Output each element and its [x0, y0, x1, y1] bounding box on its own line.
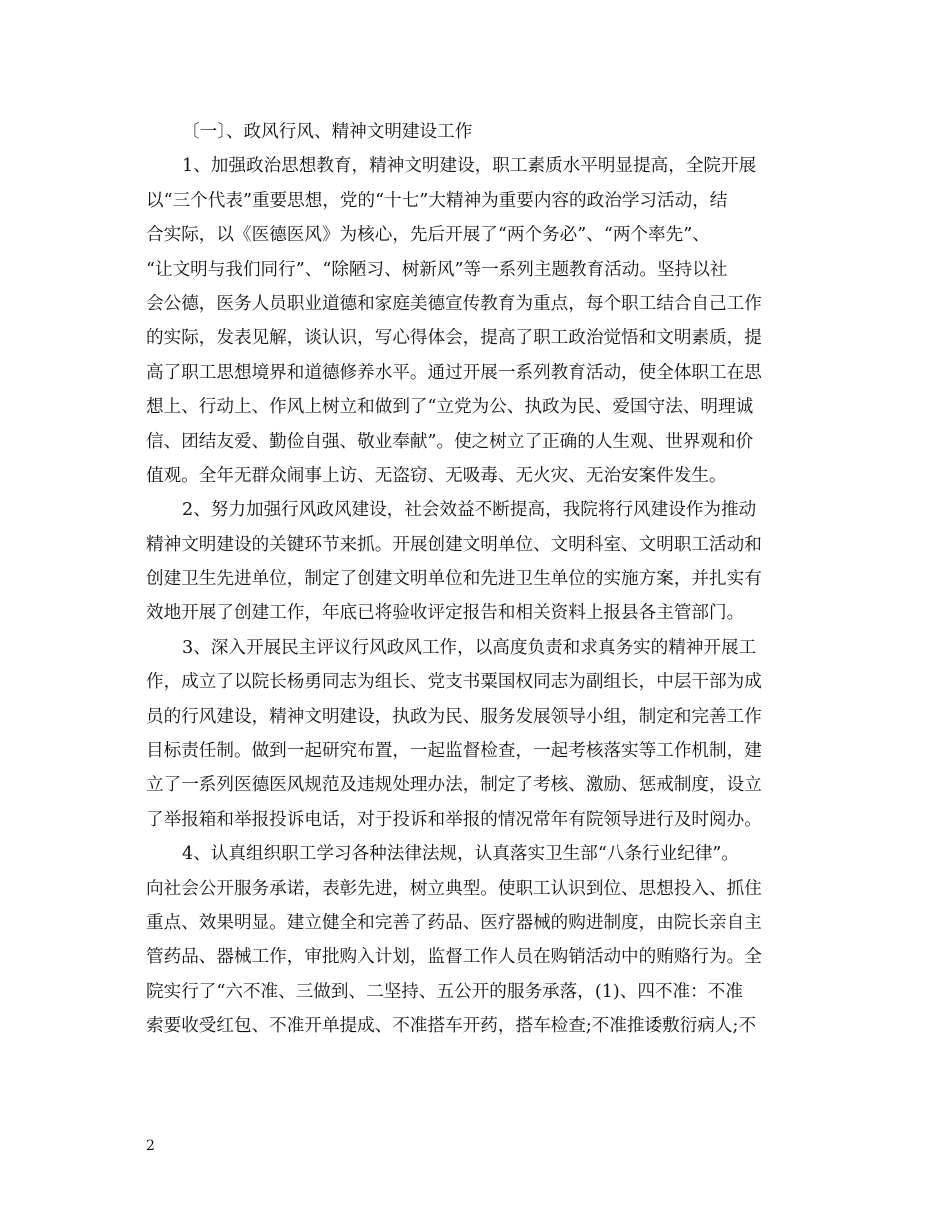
text-line: 了举报箱和举报投诉电话，对于投诉和举报的情况常年有院领导进行及时阅办。: [146, 809, 762, 830]
text-line: 索要收受红包、不准开单提成、不准搭车开药，搭车检查;不准推诿敷衍病人;不: [146, 1016, 757, 1037]
text-line: 想上、行动上、作风上树立和做到了“立党为公、执政为民、爱国守法、明理诚: [146, 397, 754, 418]
text-line: “让文明与我们同行”、“除陋习、树新风”等一系列主题教育活动。坚持以社: [146, 259, 728, 280]
text-line: 精神文明建设的关键环节来抓。开展创建文明单位、文明科室、文明职工活动和: [146, 534, 762, 555]
text-line: 高了职工思想境界和道德修养水平。通过开展一系列教育活动，使全体职工在思: [146, 362, 762, 383]
text-line: 重点、效果明显。建立健全和完善了药品、医疗器械的购进制度，由院长亲自主: [146, 912, 762, 933]
text-line: 3、深入开展民主评议行风政风工作，以高度负责和求真务实的精神开展工: [182, 637, 757, 658]
text-line: 合实际，以《医德医风》为核心，先后开展了“两个务必”、“两个率先”、: [146, 225, 710, 246]
text-line: 的实际，发表见解，谈认识，写心得体会，提高了职工政治觉悟和文明素质，提: [146, 328, 762, 349]
text-line: 院实行了“六不准、三做到、二坚持、五公开的服务承落，(1)、四不准：不准: [146, 981, 743, 1002]
section-heading: 〔一〕、政风行风、精神文明建设工作: [182, 122, 473, 142]
text-line: 信、团结友爱、勤俭自强、敬业奉献”。使之树立了正确的人生观、世界观和价: [146, 431, 754, 452]
text-line: 创建卫生先进单位，制定了创建文明单位和先进卫生单位的实施方案，并扎实有: [146, 569, 762, 590]
text-line: 向社会公开服务承诺，表彰先进，树立典型。使职工认识到位、思想投入、抓住: [146, 878, 762, 899]
text-line: 作，成立了以院长杨勇同志为组长、党支书粟国权同志为副组长，中层干部为成: [146, 672, 762, 693]
text-line: 1、加强政治思想教育，精神文明建设，职工素质水平明显提高，全院开展: [182, 156, 757, 177]
text-line: 值观。全年无群众闹事上访、无盗窃、无吸毒、无火灾、无治安案件发生。: [146, 465, 727, 486]
text-line: 以“三个代表”重要思想，党的“十七”大精神为重要内容的政治学习活动，结: [146, 190, 728, 211]
text-line: 立了一系列医德医风规范及违规处理办法，制定了考核、激励、惩戒制度，设立: [146, 775, 762, 796]
text-line: 2、努力加强行风政风建设，社会效益不断提高，我院将行风建设作为推动: [182, 500, 757, 521]
text-line: 会公德，医务人员职业道德和家庭美德宣传教育为重点，每个职工结合自己工作: [146, 293, 762, 314]
text-line: 效地开展了创建工作，年底已将验收评定报告和相关资料上报县各主管部门。: [146, 603, 745, 624]
text-line: 管药品、器械工作，审批购入计划，监督工作人员在购销活动中的贿赂行为。全: [146, 947, 762, 968]
text-line: 目标责任制。做到一起研究布置，一起监督检查，一起考核落实等工作机制，建: [146, 741, 762, 762]
body-text: [146, 115, 806, 1044]
page-number: 2: [146, 1138, 155, 1154]
text-line: 4、认真组织职工学习各种法律法规，认真落实卫生部“八条行业纪律”。: [182, 844, 739, 865]
text-line: 员的行风建设，精神文明建设，执政为民、服务发展领导小组，制定和完善工作: [146, 706, 762, 727]
